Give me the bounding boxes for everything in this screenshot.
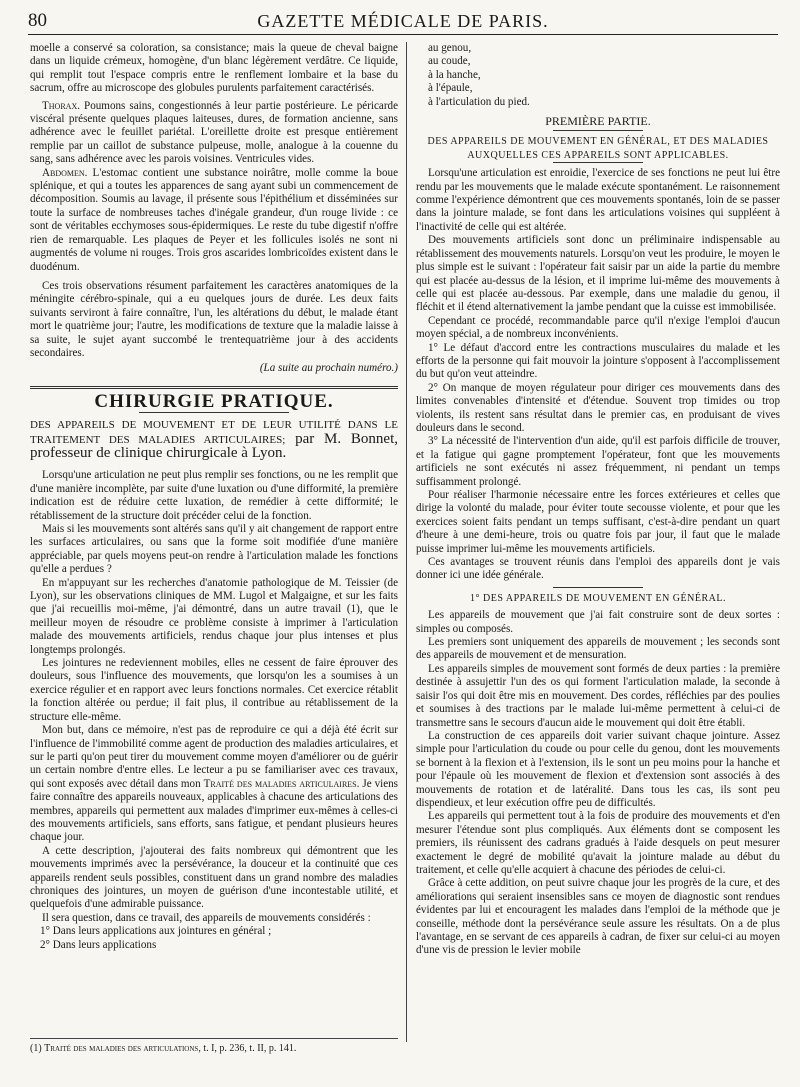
article-paragraph-2: Mais si les mouvements sont altérés sans qu'il y ait changement de rapport entre les surfaces articulaires, ou sans que la forme soit modifiée d'une manière appréciable, par quels moyens peut-on rendre à l'articulation malade les fonctions qu'elle a perdues ? xyxy=(30,523,398,576)
article-paragraph-6: A cette description, j'ajouterai des faits nombreux qui démontrent que les mouvements imprimés avec la persévérance, la douceur et la continuité que ces appareils rendent seuls possibles, constituent dans un grand nombre des maladies chroniques des jointures, un moyen de guérison d'une incontestable utilité, et quelquefois d'une admirable puissance. xyxy=(30,844,398,911)
paragraph-5-text-a: Mon but, dans ce mémoire, n'est pas de reproduire ce qui a déjà été écrit sur l'influence de l'immobilité comme agent de production des maladies articulaires, et sur le parti qu'on peut tirer du mouvement comme moyen d'améliorer ou de guérir un certain nombre d'entre elles. Le lecteur a pu se familiariser avec ces travaux, qui sont exposés avec détail dans mon xyxy=(30,724,398,790)
section-divider xyxy=(30,386,398,389)
heading-rule xyxy=(553,162,643,163)
section-title: CHIRURGIE PRATIQUE. xyxy=(94,390,334,412)
right-paragraph-10: Les premiers sont uniquement des appareils de mouvement ; les seconds sont des appareils de mouvement et de mensuration. xyxy=(416,636,780,662)
paragraph-5-text-b: . Je viens faire connaître des appareils nouveaux, applicables à chacune des articulations des membres, appareils qui permettent aux malades d'imprimer eux-mêmes à celles-ci des mouvements artificiels, sans efforts, sans fatigue, et pendant plusieurs heures chaque jour. xyxy=(30,777,399,844)
footnote xyxy=(30,1038,398,1054)
subsection-rule xyxy=(553,587,643,588)
abdomen-text: L'estomac contient une substance noirâtre, molle comme la boue splénique, et qui a toutes les apparences de sang ayant subi un commencement de décomposition. Soumis au lavage, il présente sous l'épithélium et disséminées sur toute la surface de nombreuses taches d'inégale grandeur, d'un rouge livide : ce sont de véritables ecchymoses sous-épidermiques. Le reste du tube digestif n'offre rien de remarquable. Les plaques de Peyer et les follicules isolés ne sont ni augmentés de volume ni rouges. Trois gros ascarides lombricoïdes existent dans le duodénum. xyxy=(30,166,398,273)
article-title-main: DES APPAREILS DE MOUVEMENT ET DE LEUR UTILITÉ DANS LE TRAITEMENT DES MALADIES ARTICULAIRES; xyxy=(30,419,398,446)
right-paragraph-7: Pour réaliser l'harmonie nécessaire entre les forces extérieures et celles que dirige la volonté du malade, pour éviter toute secousse violente, et pour que les exercices soient faits pendant un temps suffisant, c'est-à-dire pendant un quart d'heure à une demi-heure, trois ou quatre fois par jour, il faut que le malade puisse imprimer lui-même les mouvements artificiels. xyxy=(416,489,780,555)
list-item: 1° Dans leurs applications aux jointures en général ; xyxy=(40,925,272,938)
page-number: 80 xyxy=(28,10,47,31)
right-column xyxy=(416,42,780,958)
left-column xyxy=(30,42,398,952)
abdomen-paragraph xyxy=(30,167,398,274)
right-paragraph-13: Les appareils qui permettent tout à la fois de produire des mouvements et d'en mesurer l'étendue sont plus compliqués. Aux éléments dont se composent les premiers, ils réunissent des cadrans gradués à l'aide desquels on peut mesurer exactement le degré de mobilité qu'avait la jointure malade au début du traitement, et celle qu'elle acquiert à chacune des périodes de celui-ci. xyxy=(416,810,780,876)
article-paragraph-4: Les jointures ne redeviennent mobiles, elles ne cessent de faire éprouver des douleurs, sous l'influence des mouvements, que lorsqu'on les a soumises à un exercice régulier et en rapport avec leurs fonctions normales. Cet exercice rétablit la fonction altérée ou perdue; il fait plus, il contribue au rétablissement de la structure elle-même. xyxy=(30,657,398,723)
list-item: au genou, xyxy=(428,42,472,54)
abdomen-label: Abdomen. xyxy=(42,166,88,179)
thorax-text: Poumons sains, congestionnés à leur partie postérieure. Le péricarde viscéral présente quelques plaques laiteuses, dures, de formation ancienne, sans adhérence avec le feuillet pariétal. L'oreillette droite est presque entièrement remplie par un caillot de substance pulpeuse, molle, analogue à la couenne du sang, sans adhérence avec les parois voisines. Ventricules vides. xyxy=(30,99,398,166)
right-paragraph-11: Les appareils simples de mouvement sont formés de deux parties : la première destinée à assujettir l'un des os qui forment l'articulation malade, la seconde à saisir l'os qui doit être mis en mouvement. Des cordes, réfléchies par des poulies et soumises à des tractions par le malade lui-même permettent à celui-ci de transmettre sans le secours d'aucun aide le mouvement qui doit être établi. xyxy=(416,662,780,729)
part-heading: DES APPAREILS DE MOUVEMENT EN GÉNÉRAL, ET DES MALADIES AUXQUELLES CES APPAREILS SONT APPLICABLES. xyxy=(427,136,769,161)
right-paragraph-2: Des mouvements artificiels sont donc un préliminaire indispensable au rétablissement des mouvements naturels. Lorsqu'on veut les produire, le moyen le plus simple est le suivant : l'opérateur fait saisir par un aide la partie du membre qui est placée au-dessus de la lésion, et il imprime lui-même des mouvements à celle qui est placée au-dessous. Par exemple, dans une maladie du genou, il fléchit et il étend alternativement la jambe pendant que la cuisse est immobilisée. xyxy=(416,234,780,314)
right-paragraph-14: Grâce à cette addition, on peut suivre chaque jour les progrès de la cure, et des améliorations qui seraient insensibles sans ce moyen de diagnostic sont rendues évidentes par lui et encouragent les malades dans l'emploi de la méthode que je conseille, méthode dont la persévérance seule assure les résultats. On a de plus l'avantage, en se servant de ces appareils à cadran, de fixer sur celui-ci au moyen d'une vis de pression le levier mobile xyxy=(416,877,780,957)
right-paragraph-1: Lorsqu'une articulation est enroidie, l'exercice de ses fonctions ne peut lui être rendu par les mouvements que le malade exécute spontanément. Le raisonnement comme l'expérience démontrent que ces mouvements spontanés, loin de se passer dans la jointure malade, se font dans les articulations voisines qui suppléent à l'inactivité de celle qui est altérée. xyxy=(416,167,780,233)
article-paragraph-1: Lorsqu'une articulation ne peut plus remplir ses fonctions, ou ne les remplit que d'une manière incomplète, par suite d'une luxation ou d'une difformité, la première indication est de réduire cette luxation, de remédier à cette difformité; le rétablissement de la structure doit précéder celui de la fonction. xyxy=(30,469,398,522)
summary-paragraph: Ces trois observations résument parfaitement les caractères anatomiques de la méningite cérébro-spinale, qui a eu quelques jours de durée. Les deux faits suivants serviront à faire connaître, l'un, les altérations du début, le malade étant mort le quatrième jour; l'autre, les modifications de texture que la maladie laisse à sa suite, le sujet ayant succombé le trentequatrième jour à des accidents secondaires. xyxy=(30,279,398,359)
continued-note: (La suite au prochain numéro.) xyxy=(259,362,398,375)
right-paragraph-5: 2° On manque de moyen régulateur pour diriger ces mouvements dans des limites convenables d'intensité et d'étendue. Souvent trop timides ou trop violents, ils restent sans résultat dans le premier cas, en produisant de vives douleurs dans le second. xyxy=(416,381,780,434)
page-header xyxy=(28,8,778,35)
book-reference: Traité des maladies articulaires xyxy=(203,777,357,790)
right-paragraph-4: 1° Le défaut d'accord entre les contractions musculaires du malade et les efforts de la personne qui fait mouvoir la jointure s'opposent à l'accomplissement du but qu'on veut atteindre. xyxy=(416,341,780,381)
list-item: à l'épaule, xyxy=(428,82,473,95)
right-paragraph-9: Les appareils de mouvement que j'ai fait construire sont de deux sortes : simples ou composés. xyxy=(416,609,780,635)
footnote-mark: (1) xyxy=(30,1043,45,1054)
journal-title: GAZETTE MÉDICALE DE PARIS. xyxy=(257,11,549,31)
article-title xyxy=(30,419,398,461)
list-item: à la hanche, xyxy=(428,68,481,81)
right-paragraph-8: Ces avantages se trouvent réunis dans l'emploi des appareils dont je vais donner ici une idée générale. xyxy=(416,556,780,582)
footnote-book: Traité des maladies des articulations xyxy=(44,1043,199,1054)
part-rule xyxy=(553,130,643,131)
thorax-label: Thorax. xyxy=(42,99,80,112)
right-paragraph-6: 3° La nécessité de l'intervention d'un aide, qu'il est parfois difficile de trouver, et la fatigue qui gagne promptement l'opérateur, font que les mouvements artificiels ne sont exécutés ni assez fréquemment, ni pendant un temps suffisamment prolongé. xyxy=(416,435,780,488)
part-title: PREMIÈRE PARTIE. xyxy=(545,114,651,129)
article-author: par M. Bonnet, professeur de clinique chirurgicale à Lyon. xyxy=(30,430,398,461)
right-paragraph-12: La construction de ces appareils doit varier suivant chaque jointure. Assez simple pour l'articulation du coude ou pour celle du genou, dont les mouvements se bornent à la flexion et à l'extension, ils le sont un peu moins pour la hanche et pour l'épaule où les mouvement de flexion et d'extension sont associés à des mouvements de rotation et de latéralité. Dans tous les cas, ils sont peu dispendieux, et leur exécution offre peu de difficultés. xyxy=(416,729,780,809)
subsection-title: 1° DES APPAREILS DE MOUVEMENT EN GÉNÉRAL. xyxy=(470,592,726,604)
title-rule xyxy=(139,412,289,413)
article-paragraph-7: Il sera question, dans ce travail, des appareils de mouvements considérés : xyxy=(42,911,371,924)
column-divider xyxy=(406,42,407,1042)
list-item: au coude, xyxy=(428,55,471,68)
right-paragraph-3: Cependant ce procédé, recommandable parce qu'il n'exige l'emploi d'aucun moyen spécial, a de nombreux inconvénients. xyxy=(416,314,780,341)
observation-paragraph: moelle a conservé sa coloration, sa consistance; mais la queue de cheval baigne dans un liquide crémeux, homogène, d'un blanc légèrement verdâtre. Ce liquide, qui remplit tout l'espace compris entre le renflement lombaire et la base du sacrum, offre au microscope des globules purulents parfaitement caractérisés. xyxy=(30,42,398,95)
article-paragraph-3: En m'appuyant sur les recherches d'anatomie pathologique de M. Teissier (de Lyon), sur les observations cliniques de MM. Lugol et Malgaigne, et sur les faits que j'ai recueillis moi-même, j'ai démontré, dans un autre travail (1), que le meilleur moyen de résoudre ce problème consiste à imprimer à l'articulation malade des mouvements artificiels, rendus chaque jour plus intenses et plus longtemps prolongés. xyxy=(30,576,398,656)
thorax-paragraph xyxy=(30,100,398,167)
list-item: 2° Dans leurs applications xyxy=(40,938,157,951)
footnote-rest: , t. I, p. 236, t. II, p. 141. xyxy=(198,1043,297,1054)
article-paragraph-5 xyxy=(30,724,398,845)
list-item: à l'articulation du pied. xyxy=(428,95,530,108)
